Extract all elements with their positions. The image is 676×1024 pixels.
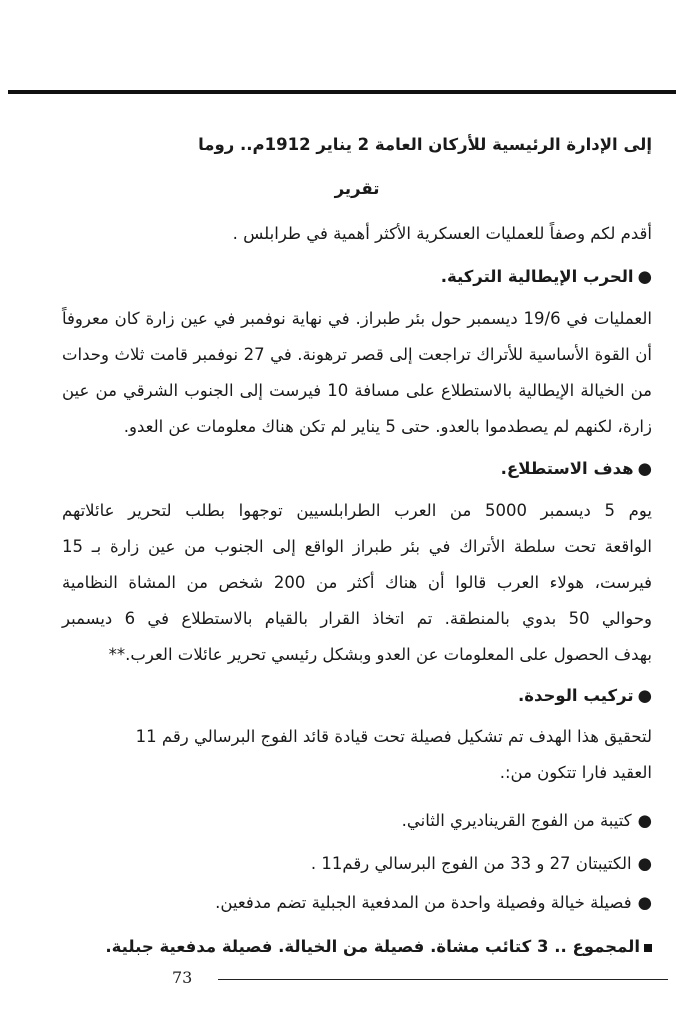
paragraph-line: العمليات في 19/6 ديسمبر حول بئر طبراز. في نهاية نوفمبر في عين زارة كان معروفاً: [62, 309, 652, 328]
list-item-text: فصيلة خيالة وفصيلة واحدة من المدفعية الجبلية تضم مدفعين.: [215, 893, 632, 912]
summary-line: [62, 934, 652, 960]
paragraph-line: بهدف الحصول على المعلومات عن العدو وبشكل رئيسي تحرير عائلات العرب.**: [108, 645, 652, 664]
bullet-icon: ●: [637, 686, 652, 705]
bullet-icon: ●: [637, 893, 652, 912]
heading-text: هدف الاستطلاع.: [500, 459, 634, 478]
bullet-icon: ●: [637, 459, 652, 478]
report-title: تقرير: [334, 179, 380, 198]
bullet-icon: ●: [637, 267, 652, 286]
paragraph-line: من الخيالة الإيطالية بالاستطلاع على مسافة 10 فيرست إلى الجنوب الشرقي من عين: [62, 381, 652, 400]
section-heading-unit: [62, 683, 652, 709]
list-item-text: كتيبة من الفوج القريناديري الثاني.: [401, 811, 632, 830]
page-number: 73: [172, 968, 193, 987]
summary-text: المجموع .. 3 كتائب مشاة. فصيلة من الخيالة. فصيلة مدفعية جبلية.: [105, 937, 640, 956]
section-heading-recon: [62, 456, 652, 482]
list-item: [62, 890, 652, 916]
bullet-icon: ●: [637, 854, 652, 873]
paragraph-line: لتحقيق هذا الهدف تم تشكيل فصيلة تحت قيادة قائد الفوج البرسالي رقم 11: [135, 727, 652, 746]
top-rule: [8, 90, 676, 94]
page-footer: [0, 966, 676, 996]
section-heading-war: [62, 264, 652, 290]
bullet-icon: ●: [637, 811, 652, 830]
header-line: إلى الإدارة الرئيسية للأركان العامة 2 يناير 1912م.. روما: [198, 135, 652, 154]
intro-line: أقدم لكم وصفاً للعمليات العسكرية الأكثر أهمية في طرابلس .: [232, 224, 652, 243]
heading-text: الحرب الإيطالية التركية.: [440, 267, 634, 286]
paragraph-line: وحوالي 50 بدوي بالمنطقة. تم اتخاذ القرار بالقيام بالاستطلاع في 6 ديسمبر: [62, 609, 652, 628]
paragraph-line: زارة، لكنهم لم يصطدموا بالعدو. حتى 5 يناير لم تكن هناك معلومات عن العدو.: [123, 417, 652, 436]
paragraph-line: يوم 5 ديسمبر 5000 من العرب الطرابلسيين توجهوا بطلب لتحرير عائلاتهم: [62, 501, 653, 520]
heading-text: تركيب الوحدة.: [517, 686, 634, 705]
list-item: [62, 851, 652, 877]
footer-rule: [218, 979, 668, 980]
paragraph-line: فيرست، هولاء العرب قالوا أن هناك أكثر من 200 شخص من المشاة النظامية: [62, 573, 652, 592]
list-item-text: الكتيبتان 27 و 33 من الفوج البرسالي رقم11 .: [310, 854, 632, 873]
paragraph-line: الواقعة تحت سلطة الأتراك في بئر طبراز الواقع إلى الجنوب من عين زارة بـ 15: [62, 537, 652, 556]
paragraph-line: أن القوة الأساسية للأتراك تراجعت إلى قصر ترهونة. في 27 نوفمبر قامت ثلاث وحدات: [62, 345, 652, 364]
square-bullet-icon: [644, 944, 652, 952]
paragraph-line: العقيد فارا تتكون من:.: [499, 763, 652, 782]
list-item: [62, 808, 652, 834]
